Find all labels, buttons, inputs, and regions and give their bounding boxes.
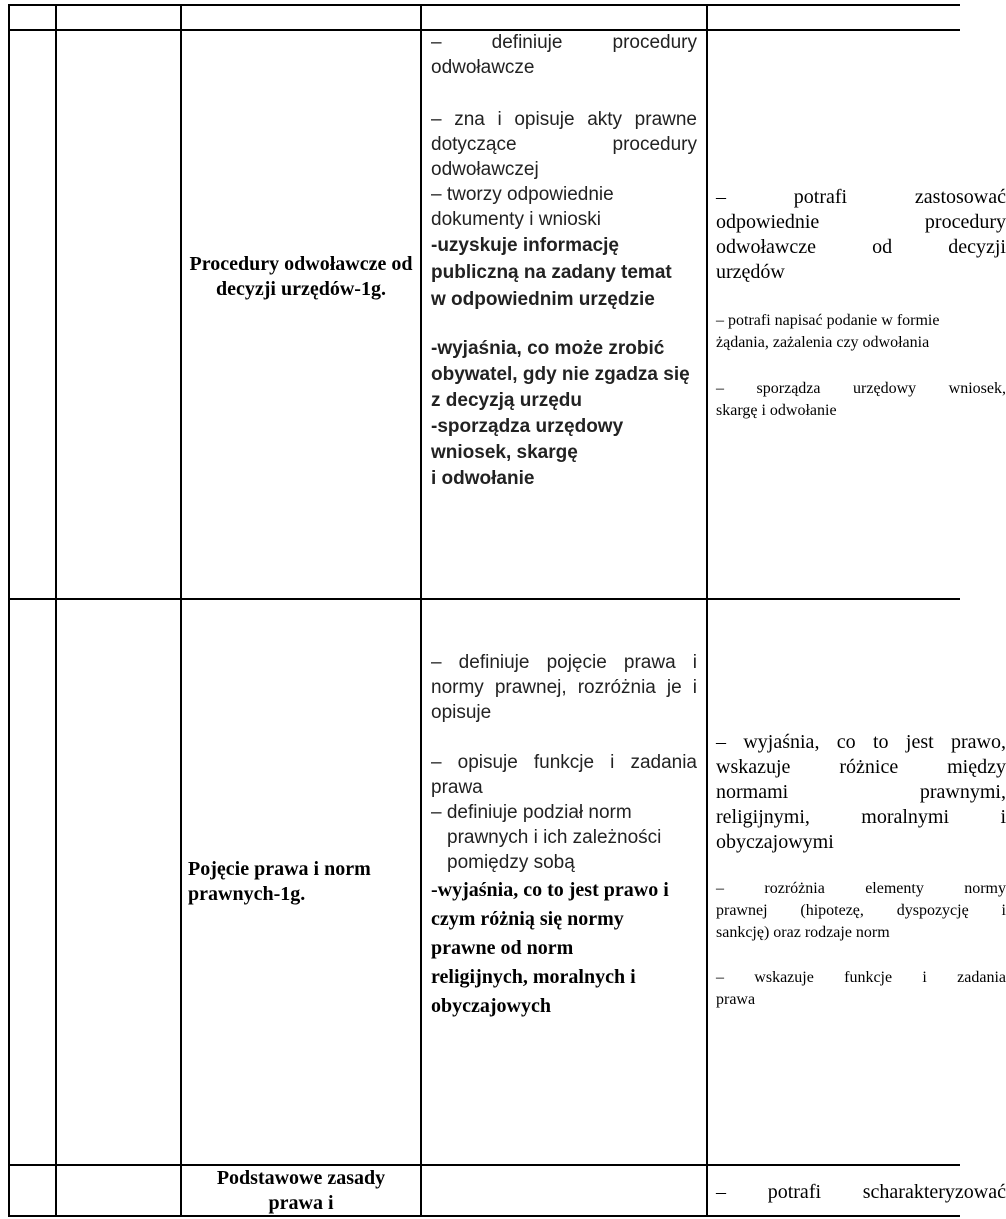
requirement-item: -wyjaśnia, co to jest prawo i czym różnią się normy prawne od norm religijnych, moralnych i obyczajowych	[431, 879, 669, 1017]
requirement-item: – rozróżnia elementy normy prawnej (hipotezę, dyspozycję i sankcję) oraz rodzaje norm	[716, 880, 1006, 941]
requirement-item: – definiuje procedury odwoławcze	[431, 32, 697, 78]
requirement-item: – tworzy odpowiednie dokumenty i wnioski	[431, 184, 614, 230]
table-row-divider	[8, 598, 960, 600]
requirement-item: – opisuje funkcje i zadania prawa – definiuje podział norm prawnych i ich zależności pomiędzy sobą	[431, 752, 697, 873]
requirement-item: -uzyskuje informację publiczną na zadany temat w odpowiednim urzędzie	[431, 235, 672, 310]
topic-title: Procedury odwoławcze od decyzji urzędów-1g.	[189, 253, 413, 300]
table-border-bottom	[8, 1215, 960, 1217]
requirement-item: – wyjaśnia, co to jest prawo, wskazuje różnice między normami prawnymi, religijnymi, moralnymi i obyczajowymi	[716, 731, 1006, 853]
table-border-top	[8, 4, 960, 6]
column-divider	[706, 4, 708, 1217]
requirement-item: – sporządza urzędowy wniosek, skargę i odwołanie	[716, 380, 1006, 419]
requirement-item: – zna i opisuje akty prawne dotyczące procedury odwoławczej	[431, 109, 697, 180]
topic-cell	[184, 857, 394, 907]
requirement-item: – potrafi zastosować odpowiednie procedury odwoławcze od decyzji urzędów	[716, 186, 1006, 283]
requirement-item: – potrafi scharakteryzować	[716, 1181, 1006, 1203]
topic-title: Pojęcie prawa i norm prawnych-1g.	[188, 858, 371, 905]
requirement-item: – potrafi napisać podanie w formie żądania, zażalenia czy odwołania	[716, 312, 940, 351]
topic-title: Podstawowe zasady prawa i	[216, 1167, 386, 1214]
table-row-divider	[8, 1164, 960, 1166]
column-divider	[180, 4, 182, 1217]
column-divider	[55, 4, 57, 1217]
topic-cell	[184, 252, 418, 302]
requirement-item: – wskazuje funkcje i zadania prawa	[716, 969, 1006, 1008]
table-border-left	[8, 4, 10, 1217]
topic-cell	[184, 1166, 418, 1216]
requirement-item: – definiuje pojęcie prawa i normy prawnej, rozróżnia je i opisuje	[431, 652, 697, 723]
requirement-item: -wyjaśnia, co może zrobić obywatel, gdy nie zgadza się z decyzją urzędu -sporządza urzędowy wniosek, skargę i odwołanie	[431, 338, 690, 489]
column-divider	[420, 4, 422, 1217]
